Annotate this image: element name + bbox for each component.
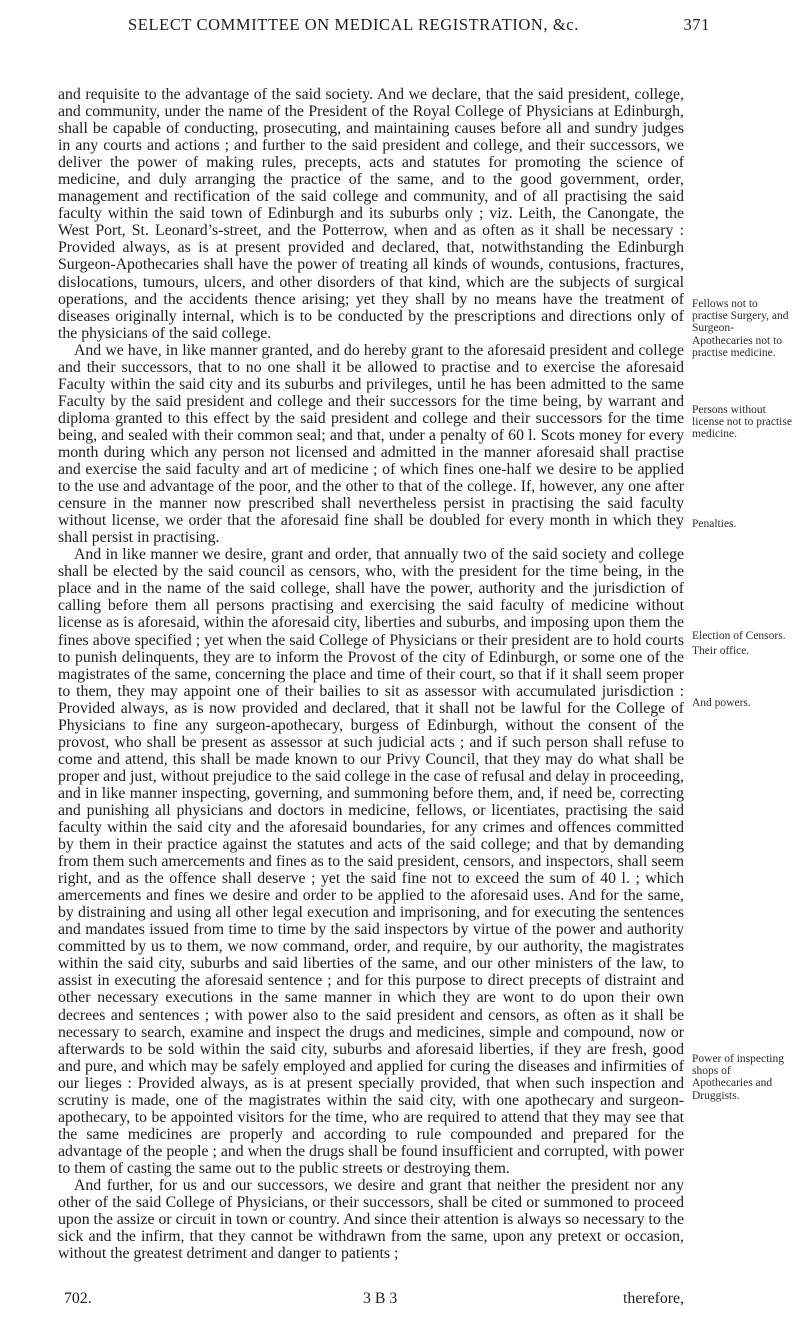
running-title: SELECT COMMITTEE ON MEDICAL REGISTRATION, &c. bbox=[128, 15, 579, 34]
paragraph: And in like manner we desire, grant and order, that annually two of the said society and college shall be elected by the said council as censors, who, with the president for the time being, in the place and in the name of the said college, shall have the power, authority and the jurisdiction of calling before them all persons practising and exercising the said faculty of medicine without license as is aforesaid, within the aforesaid city, liberties and suburbs, and imposing upon them the fines above specified ; yet when the said College of Physicians or their president are to hold courts to punish delinquents, they are to inform the Provost of the city of Edinburgh, or some one of the magistrates of the same, concerning the place and time of their court, so that if it shall seem proper to them, they may appoint one of their bailies to sit as assessor with accumulated jurisdiction : Provided always, as is now provided and declared, that it shall not be lawful for the College of Physicians to fine any surgeon-apothecary, burgess of Edinburgh, without the consent of the provost, who shall be present as assessor at such judicial acts ; and if such person shall refuse to come and attend, this shall be made known to our Privy Council, that they may do what shall be proper and just, without prejudice to the said college in the case of refusal and delay in proceeding, and in like manner inspecting, governing, and summoning before them, and, if need be, correcting and punishing all physicians and doctors in medicine, fellows, or licentiates, practising the said faculty within the said city and the aforesaid boundaries, for any crimes and offences committed by them in their practice against the statutes and acts of the said college; and that by demanding from them such amercements and fines as to the said president, censors, and inspectors, shall seem right, and as the offence shall deserve ; yet the said fine not to exceed the sum of 40 l. ; which amercements and fines we desire and order to be applied to the aforesaid uses. And for the same, by distraining and using all other legal execution and imprisoning, and for executing the sentences and mandates issued from time to time by the said inspectors by virtue of the power and authority committed by us to them, we now command, order, and require, by our authority, the magistrates within the said city, suburbs and said liberties of the same, and our other ministers of the law, to assist in executing the aforesaid sentence ; and for this purpose to direct precepts of distraint and other necessary executions in the same manner in which they are wont to do upon their own decrees and sentences ; with power also to the said president and censors, as often as it shall be necessary to search, examine and inspect the drugs and medicines, simple and compound, now or afterwards to be sold within the said city, suburbs and aforesaid liberties, if they are fresh, good and pure, and which may be safely employed and applied for curing the diseases and infirmities of our lieges : Provided always, as is at present specially provided, that when such inspection and scrutiny is made, one of the magistrates within the said city, with one apothecary and surgeon-apothecary, to be appointed visitors for the time, who are required to attend that they may see that the same medicines are properly and according to rule compounded and prepared for the advantage of the people ; and when the drugs shall be found insufficient and corrupted, with power to them of casting the same out to the public streets or destroying them. bbox=[58, 546, 684, 1177]
body-text bbox=[58, 86, 684, 1262]
side-note-penalties: Penalties. bbox=[692, 518, 737, 530]
sheet-number: 702. bbox=[64, 1290, 92, 1307]
side-note-election-of-censors: Election of Censors. bbox=[692, 630, 786, 642]
paragraph: And further, for us and our successors, we desire and grant that neither the president nor any other of the said College of Physicians, or their successors, shall be cited or summoned to proceed upon the assize or circuit in town or country. And since their attention is always so necessary to the sick and the infirm, that they cannot be withdrawn from the same, upon any pretext or occasion, without the greatest detriment and danger to patients ; bbox=[58, 1177, 684, 1263]
side-note-persons-without-license: Persons without license not to practise medicine. bbox=[692, 404, 792, 441]
side-note-and-powers: And powers. bbox=[692, 697, 751, 709]
side-note-their-office: Their office. bbox=[692, 645, 750, 657]
signature-mark: 3 B 3 bbox=[363, 1290, 398, 1307]
catchword: therefore, bbox=[623, 1290, 684, 1307]
page-number: 371 bbox=[683, 15, 710, 34]
running-head bbox=[128, 15, 710, 35]
side-note-power-of-inspecting: Power of inspecting shops of Apothecaries and Druggists. bbox=[692, 1053, 784, 1102]
side-note-fellows: Fellows not to practise Surgery, and Surgeon-Apothecaries not to practise medicine. bbox=[692, 298, 789, 359]
paragraph: and requisite to the advantage of the said society. And we declare, that the said president, college, and community, under the name of the President of the Royal College of Physicians at Edinburgh, shall be capable of conducting, prosecuting, and maintaining causes before all and sundry judges in any courts and actions ; and further to the said president and college, and their successors, we deliver the power of making rules, precepts, acts and statutes for promoting the science of medicine, and duly arranging the practice of the same, and to the good government, order, management and rectification of the said college and community, and of all practising the said faculty within the said town of Edinburgh and its suburbs only ; viz. Leith, the Canongate, the West Port, St. Leonard’s-street, and the Potterrow, when and as often as it shall be necessary : Provided always, as is at present provided and declared, that, notwithstanding the Edinburgh Surgeon-Apothecaries shall have the power of treating all kinds of wounds, contusions, fractures, dislocations, tumours, ulcers, and other disorders of that kind, which are the subjects of surgical operations, and the accidents thence arising; yet they shall by no means have the treatment of diseases originally internal, which is to be conducted by the prescriptions and directions only of the physicians of the said college. bbox=[58, 86, 684, 342]
paragraph: And we have, in like manner granted, and do hereby grant to the aforesaid president and college and their successors, that to no one shall it be allowed to practise and to exercise the aforesaid Faculty within the said city and its suburbs and privileges, until he has been admitted to the same Faculty by the said president and college and their successors for the time being, by warrant and diploma granted to this effect by the said president and college and their successors for the time being, and sealed with their common seal; and that, under a penalty of 60 l. Scots money for every month during which any person not licensed and admitted in the manner aforesaid shall practise and exercise the said faculty and art of medicine ; of which fines one-half we desire to be applied to the use and advantage of the poor, and the other to that of the college. If, however, any one after censure in the manner now prescribed shall nevertheless persist in practising the said faculty without license, we order that the aforesaid fine shall be doubled for every month in which they shall persist in practising. bbox=[58, 341, 684, 547]
